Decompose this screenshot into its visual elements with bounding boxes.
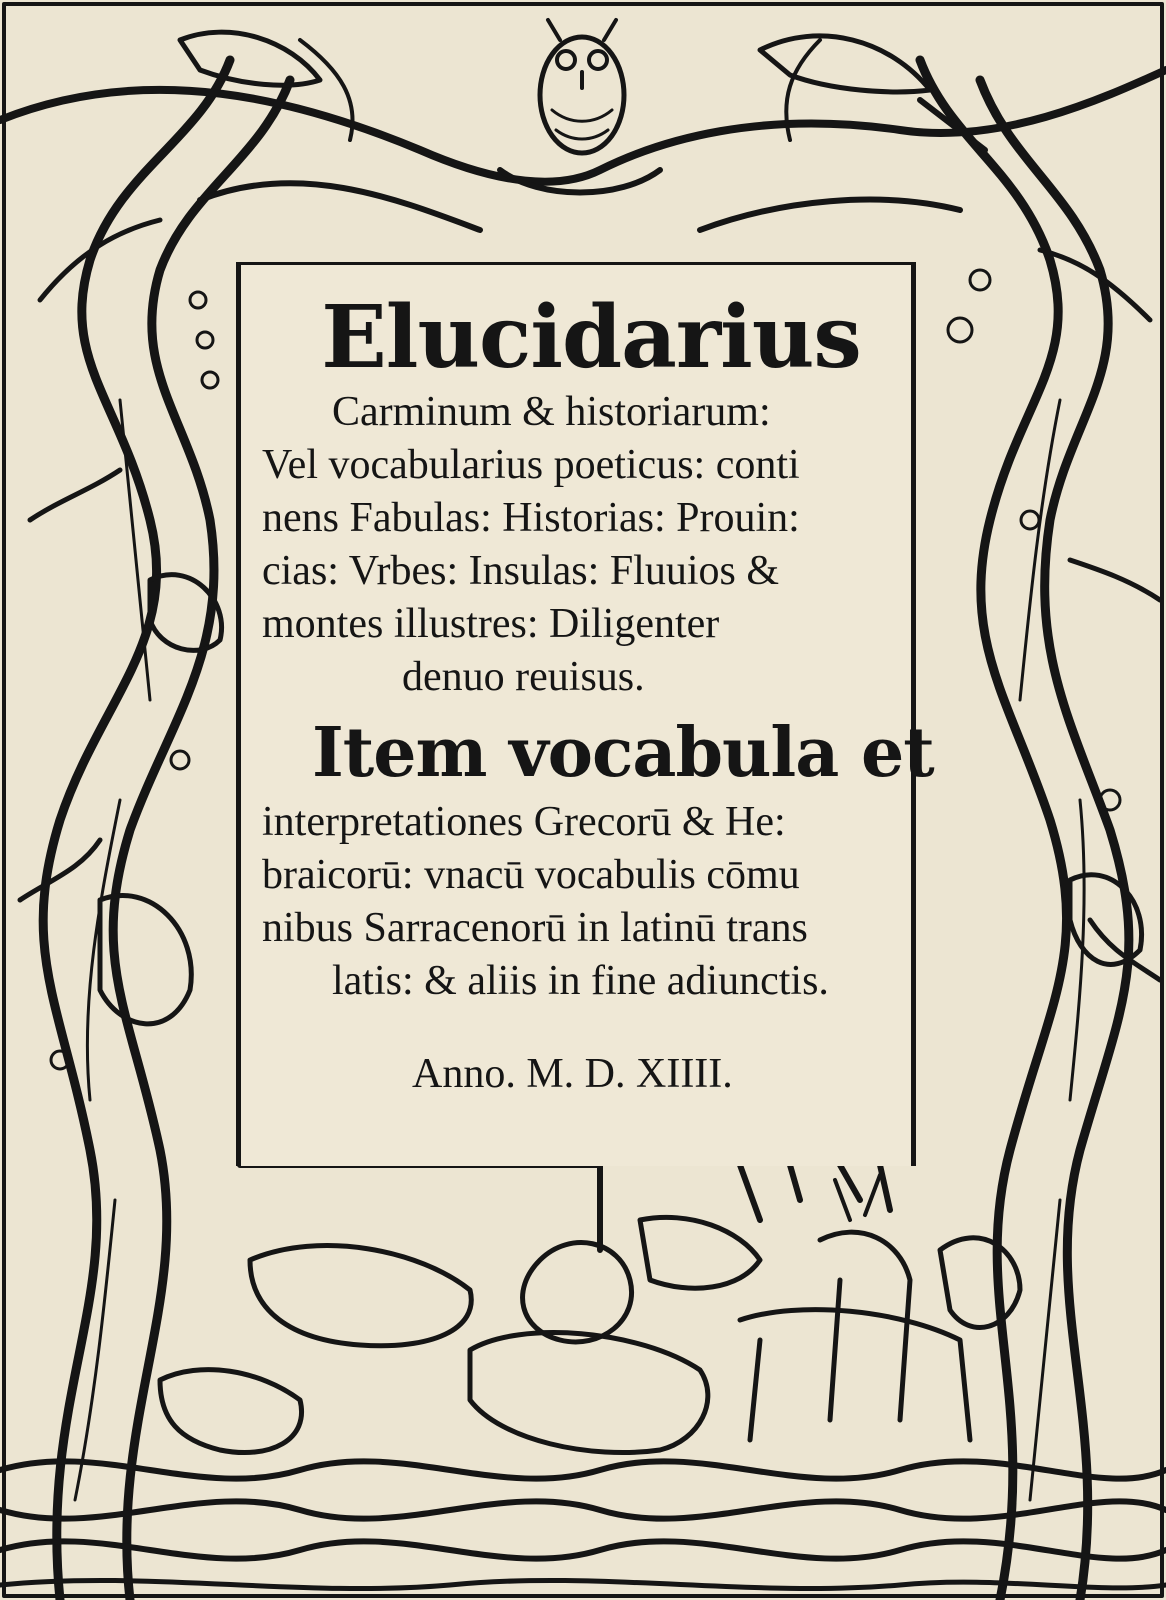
- intro-line: Carminum & historiarum:: [332, 389, 771, 435]
- sub-line: nibus Sarracenorū in latinū trans: [262, 905, 808, 951]
- intro-line: cias: Vrbes: Insulas: Fluuios &: [262, 548, 780, 594]
- sub-heading: Item vocabula et: [312, 713, 934, 793]
- sub-line: latis: & aliis in fine adiunctis.: [332, 958, 829, 1004]
- intro-line: Vel vocabularius poeticus: conti: [262, 442, 800, 488]
- intro-line: denuo reuisus.: [402, 654, 645, 700]
- intro-line: montes illustres: Diligenter: [262, 601, 720, 647]
- title-text-block: [262, 287, 934, 1140]
- intro-line: nens Fabulas: Historias: Prouin:: [262, 495, 800, 541]
- publication-date: Anno. M. D. XIIII.: [412, 1051, 733, 1097]
- sub-line: interpretationes Grecorū & He:: [262, 799, 786, 845]
- main-heading: Elucidarius: [321, 287, 861, 388]
- sub-line: braicorū: vnacū vocabulis cōmu: [262, 852, 800, 898]
